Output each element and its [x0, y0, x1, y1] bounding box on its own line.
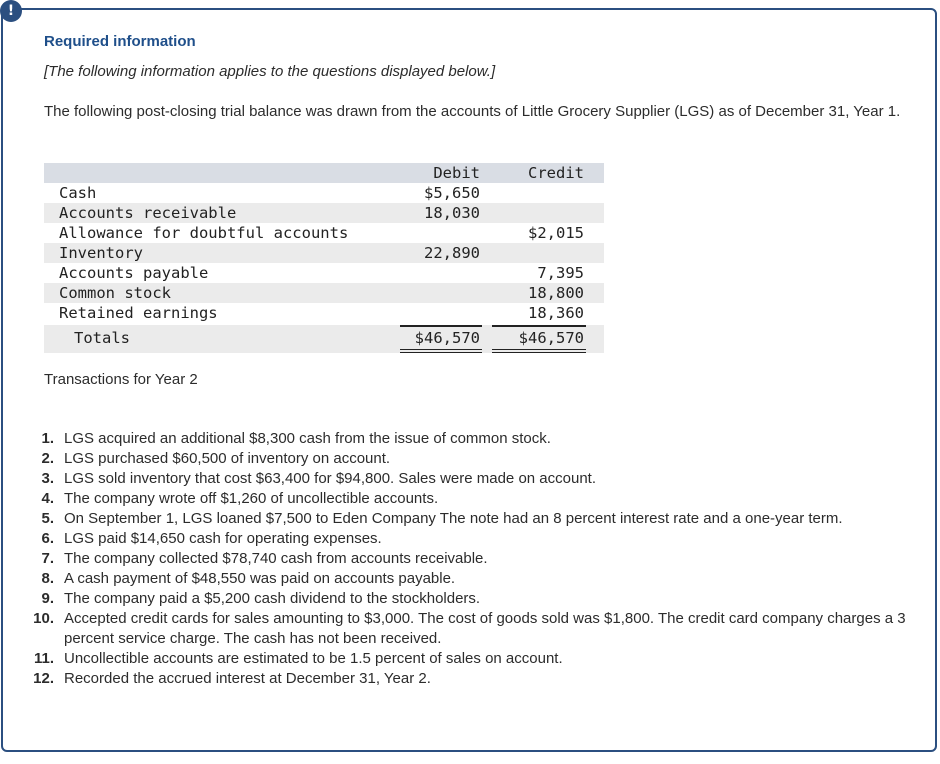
account-name: Cash [59, 184, 97, 202]
item-text: A cash payment of $48,550 was paid on accounts payable. [64, 570, 456, 587]
table-row [44, 223, 604, 243]
account-name: Retained earnings [59, 304, 218, 322]
item-number: 5. [41, 510, 54, 527]
table-row [44, 303, 604, 323]
item-number: 8. [41, 570, 54, 587]
item-number: 3. [41, 470, 54, 487]
total-debit: $46,570 [400, 325, 482, 353]
item-text: LGS purchased $60,500 of inventory on account. [64, 450, 391, 467]
item-number: 1. [41, 430, 54, 447]
debit-amount: 22,890 [424, 244, 480, 262]
item-text: LGS sold inventory that cost $63,400 for $94,800. Sales were made on account. [64, 470, 596, 487]
debit-amount: 18,030 [424, 204, 480, 222]
account-name: Accounts payable [59, 264, 209, 282]
item-text: On September 1, LGS loaned $7,500 to Eden Company The note had an 8 percent interest rate and a one-year term. [64, 510, 843, 527]
transactions-title: Transactions for Year 2 [44, 371, 198, 388]
list-item [30, 489, 910, 509]
table-row [44, 263, 604, 283]
table-row [44, 243, 604, 263]
account-name: Allowance for doubtful accounts [59, 224, 349, 242]
credit-column-header: Credit [528, 164, 584, 182]
list-item [30, 509, 910, 529]
item-text: LGS paid $14,650 cash for operating expenses. [64, 530, 382, 547]
trial-balance-header [44, 163, 604, 183]
account-name: Common stock [59, 284, 171, 302]
item-text: The company wrote off $1,260 of uncollectible accounts. [64, 490, 439, 507]
trial-balance-table [44, 163, 604, 353]
item-text: LGS acquired an additional $8,300 cash from the issue of common stock. [64, 430, 551, 447]
total-credit: $46,570 [492, 325, 586, 353]
credit-amount: $2,015 [528, 224, 584, 242]
item-number: 10. [33, 610, 54, 627]
credit-amount: 7,395 [537, 264, 584, 282]
debit-amount: $5,650 [424, 184, 480, 202]
item-text: The company collected $78,740 cash from accounts receivable. [64, 550, 488, 567]
list-item [30, 609, 910, 649]
list-item [30, 569, 910, 589]
item-number: 11. [33, 650, 54, 667]
credit-amount: 18,800 [528, 284, 584, 302]
intro-paragraph: The following post-closing trial balance was drawn from the accounts of Little Grocery Supplier (LGS) as of December 31, Year 1. [44, 103, 901, 120]
item-number: 7. [41, 550, 54, 567]
debit-column-header: Debit [433, 164, 480, 182]
list-item [30, 429, 910, 449]
item-number: 9. [41, 590, 54, 607]
list-item [30, 649, 910, 669]
alert-icon: ! [0, 0, 22, 22]
item-text: Uncollectible accounts are estimated to be 1.5 percent of sales on account. [64, 650, 563, 667]
info-note: [The following information applies to the questions displayed below.] [44, 63, 496, 80]
list-item [30, 469, 910, 489]
account-name: Accounts receivable [59, 204, 237, 222]
list-item [30, 589, 910, 609]
list-item [30, 669, 910, 689]
transactions-list [30, 429, 910, 689]
table-row [44, 183, 604, 203]
totals-label: Totals [74, 329, 130, 347]
table-row [44, 283, 604, 303]
required-info-heading: Required information [44, 33, 196, 50]
list-item [30, 549, 910, 569]
account-name: Inventory [59, 244, 143, 262]
totals-row [44, 325, 604, 353]
item-text: Recorded the accrued interest at December 31, Year 2. [64, 670, 431, 687]
table-row [44, 203, 604, 223]
item-text: Accepted credit cards for sales amounting to $3,000. The cost of goods sold was $1,800. The credit card company charges a 3 percent service charge. The cash has not been received. [64, 610, 906, 647]
item-number: 6. [41, 530, 54, 547]
item-number: 2. [41, 450, 54, 467]
list-item [30, 529, 910, 549]
item-number: 4. [41, 490, 54, 507]
item-text: The company paid a $5,200 cash dividend to the stockholders. [64, 590, 481, 607]
credit-amount: 18,360 [528, 304, 584, 322]
list-item [30, 449, 910, 469]
item-number: 12. [33, 670, 54, 687]
